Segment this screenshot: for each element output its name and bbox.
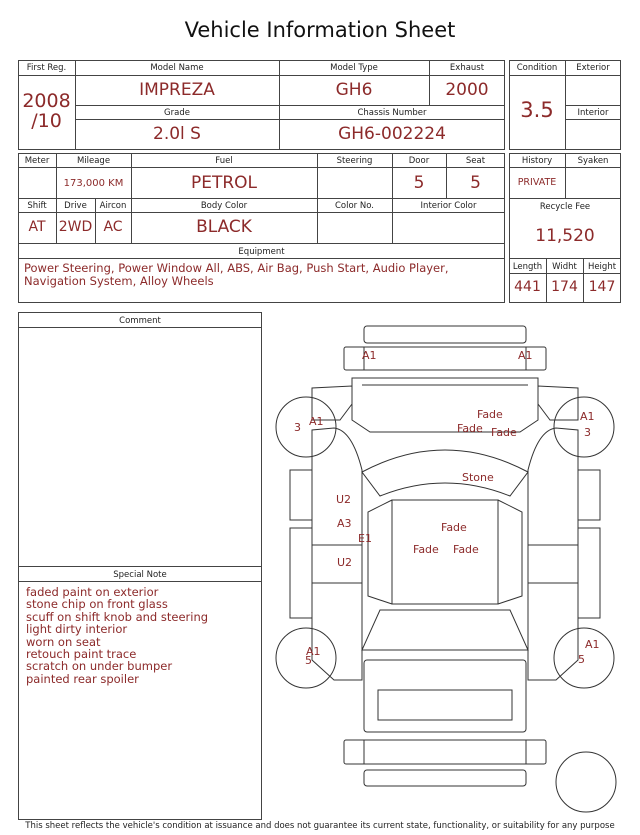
front-bar-top <box>364 326 526 343</box>
mark-hood-3: Fade <box>491 426 517 439</box>
special-note-item: scratch on under bumper <box>26 659 173 674</box>
special-note-item: faded paint on exterior <box>26 585 159 599</box>
seat-label: Seat <box>465 156 486 166</box>
roof <box>392 500 498 604</box>
first-reg-month: /10 <box>31 110 62 132</box>
mileage-label: Mileage <box>76 156 111 166</box>
aircon-value: AC <box>103 219 123 235</box>
syaken-label: Syaken <box>577 156 609 166</box>
special-note-label: Special Note <box>113 570 167 580</box>
mark-wheel-fr-a: A1 <box>580 410 595 423</box>
mark-roof-1: Fade <box>441 521 467 534</box>
width-value: 174 <box>551 279 578 295</box>
left-side-body <box>312 428 362 680</box>
body-color-label: Body Color <box>200 201 248 211</box>
mark-wheel-rr-a: A1 <box>585 638 600 651</box>
left-mirror <box>290 470 312 520</box>
recycle-fee-label: Recycle Fee <box>539 202 591 212</box>
model-type-value: GH6 <box>335 80 373 100</box>
first-reg-year: 2008 <box>22 90 71 112</box>
spare-wheel <box>556 752 616 812</box>
mark-wheel-rl-b: 5 <box>305 654 312 667</box>
exhaust-label: Exhaust <box>449 63 485 73</box>
shift-value: AT <box>28 219 46 235</box>
length-label: Length <box>512 262 543 272</box>
mark-wheel-fl-b: 3 <box>294 421 301 434</box>
chassis-number-value: GH6-002224 <box>338 124 446 144</box>
special-note-item: light dirty interior <box>26 622 128 637</box>
recycle-fee-value: 11,520 <box>535 226 595 246</box>
rear-window <box>362 610 528 650</box>
mark-left-1: U2 <box>336 493 352 506</box>
grade-label: Grade <box>164 108 190 118</box>
history-label: History <box>521 156 553 166</box>
right-side-body <box>528 428 578 680</box>
drive-value: 2WD <box>58 219 93 235</box>
disclaimer-footer: This sheet reflects the vehicle's condition at issuance and does not guarantee its current state, functionality, or suitability for any purpose <box>25 821 615 831</box>
sheet-title: Vehicle Information Sheet <box>184 18 456 42</box>
mark-front-right: A1 <box>518 349 533 362</box>
length-value: 441 <box>514 279 541 295</box>
chassis-number-label: Chassis Number <box>357 108 427 118</box>
right-mirror <box>578 470 600 520</box>
rear-bumper <box>344 740 546 764</box>
mark-wheel-rr-b: 5 <box>578 653 585 666</box>
mark-roof-3: Fade <box>453 543 479 556</box>
mark-left-2: A3 <box>337 517 352 530</box>
fuel-value: PETROL <box>190 173 258 193</box>
condition-value: 3.5 <box>520 98 554 122</box>
mark-hood-2: Fade <box>457 422 483 435</box>
front-right-fender <box>538 386 578 420</box>
wheel-front-left <box>276 397 336 457</box>
door-label: Door <box>408 156 430 166</box>
special-note-item: painted rear spoiler <box>26 671 139 686</box>
condition-label: Condition <box>516 63 558 73</box>
meter-label: Meter <box>24 156 50 166</box>
drive-label: Drive <box>64 201 87 211</box>
aircon-label: Aircon <box>99 201 127 211</box>
door-value: 5 <box>413 173 425 193</box>
color-no-label: Color No. <box>334 201 374 211</box>
height-label: Height <box>587 262 617 272</box>
model-name-label: Model Name <box>150 63 204 73</box>
special-note-item: stone chip on front glass <box>26 597 168 612</box>
mark-hood-1: Fade <box>477 408 503 421</box>
shift-label: Shift <box>27 201 47 211</box>
special-note-item: worn on seat <box>26 634 101 649</box>
fuel-label: Fuel <box>215 156 233 166</box>
mark-roof-2: Fade <box>413 543 439 556</box>
exhaust-value: 2000 <box>445 80 489 100</box>
special-note-item: scuff on shift knob and steering <box>26 609 209 624</box>
mark-left-4: U2 <box>337 556 353 569</box>
equipment-label: Equipment <box>238 247 285 257</box>
rear-bar-bottom <box>364 770 526 786</box>
mark-front-left: A1 <box>362 349 377 362</box>
first-reg-label: First Reg. <box>26 63 67 73</box>
exterior-label: Exterior <box>576 63 610 73</box>
special-note-item: retouch paint trace <box>26 647 137 662</box>
steering-label: Steering <box>336 156 373 166</box>
mileage-value: 173,000 KM <box>63 178 124 189</box>
body-color-value: BLACK <box>196 217 252 237</box>
mark-left-3: E1 <box>358 532 372 545</box>
model-type-label: Model Type <box>330 63 378 73</box>
interior-label: Interior <box>577 108 609 118</box>
grade-value: 2.0l S <box>153 124 201 144</box>
hood <box>352 378 538 432</box>
trunk <box>364 660 526 732</box>
model-name-value: IMPREZA <box>139 80 215 100</box>
seat-value: 5 <box>470 173 481 193</box>
width-label: Widht <box>552 262 577 272</box>
windshield <box>362 450 528 496</box>
comment-label: Comment <box>119 316 161 326</box>
history-value: PRIVATE <box>517 177 557 188</box>
mark-wheel-fr-b: 3 <box>584 426 591 439</box>
interior-color-label: Interior Color <box>420 201 477 211</box>
mark-windshield: Stone <box>462 471 494 484</box>
mark-wheel-fl-a: A1 <box>309 415 324 428</box>
equipment-value: Power Steering, Power Window All, ABS, Air Bag, Push Start, Audio Player, Navigation System, Alloy Wheels <box>24 261 449 288</box>
mark-wheel-rl-a: A1 <box>306 645 321 658</box>
height-value: 147 <box>588 279 616 295</box>
